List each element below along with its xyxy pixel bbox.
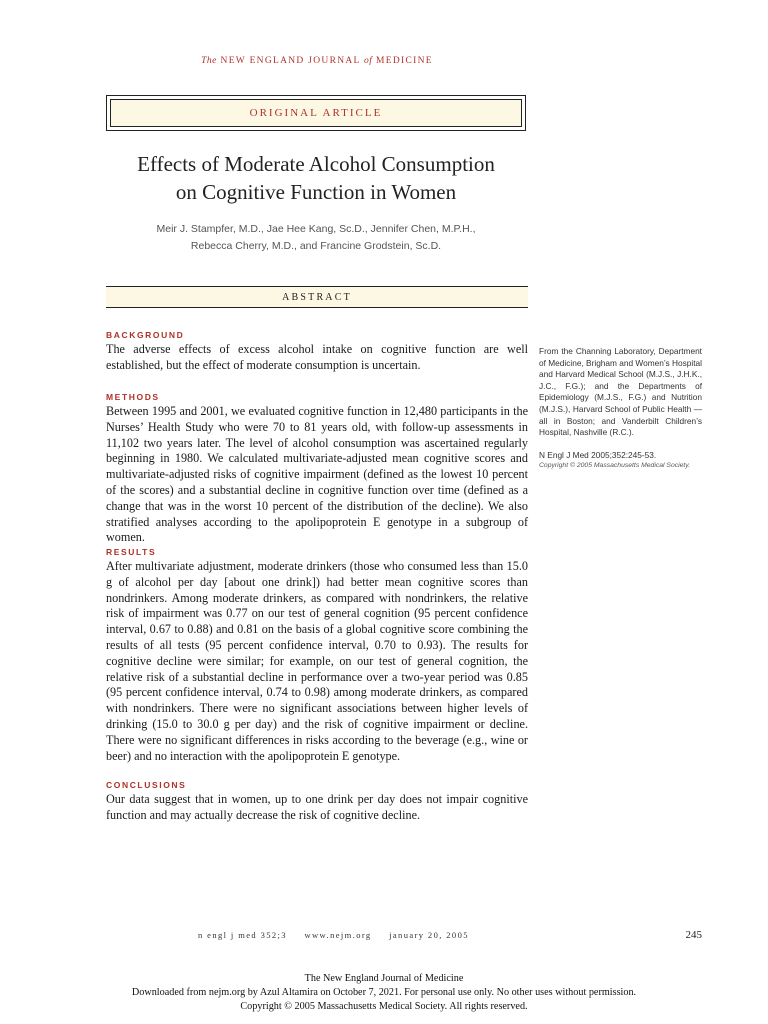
article-title-line-1: Effects of Moderate Alcohol Consumption <box>137 152 495 176</box>
affiliation-note: From the Channing Laboratory, Department of Medicine, Brigham and Women’s Hospital and Harvard Medical School (M.J.S., J.H.K., J.C., F.G.); and the Departments of Epidemiology (M.J.S., F.G.) and Nutrition (M.J.S.), Harvard School of Public Health — all in Boston; and Vanderbilt Children’s Hospital, Nashville (R.C.). <box>539 346 702 438</box>
article-title-line-2: on Cognitive Function in Women <box>175 180 457 204</box>
results-text: After multivariate adjustment, moderate drinkers (those who consumed less than 15.0 g of alcohol per day [about one drink]) had better mean cognitive scores than nondrinkers. Among moderate drinkers, as compared with nondrinkers, the relative risk of impairment was 0.77 on our test of general cognition (95 percent confidence interval, 0.67 to 0.88) and 0.81 on the basis of a global cognitive score combining the results of all tests (95 percent confidence interval, 0.70 to 0.93). The results for cognitive decline were similar; for example, on our test of general cognition, the relative risk of a substantial decline in performance over a two-year period was 0.85 (95 percent confidence interval, 0.74 to 0.98) among moderate drinkers, as compared with nondrinkers. There were no significant associations between higher levels of drinking (15.0 to 30.0 g per day) and the risk of cognitive impairment or decline. There were no significant differences in risks according to the beverage (e.g., wine or beer) and no interaction with the apolipoprotein E genotype. <box>106 559 528 763</box>
side-copyright: Copyright © 2005 Massachusetts Medical Society. <box>539 462 691 469</box>
download-copyright: Copyright © 2005 Massachusetts Medical Society. All rights reserved. <box>240 1001 528 1012</box>
download-info: Downloaded from nejm.org by Azul Altamira on October 7, 2021. For personal use only. No other uses without permission. <box>131 987 637 998</box>
author-line-1: Meir J. Stampfer, M.D., Jae Hee Kang, Sc.D., Jennifer Chen, M.P.H., <box>156 223 476 235</box>
article-title <box>106 150 526 206</box>
abstract-label: ABSTRACT <box>282 291 352 303</box>
author-line-2: Rebecca Cherry, M.D., and Francine Grodstein, Sc.D. <box>190 240 442 252</box>
download-notice <box>0 972 768 1014</box>
journal-header-name-1: NEW ENGLAND JOURNAL <box>220 56 361 66</box>
background-heading: BACKGROUND <box>106 330 185 340</box>
conclusions-heading: CONCLUSIONS <box>106 780 187 790</box>
download-journal: The New England Journal of Medicine <box>304 973 464 984</box>
abstract-bar <box>106 286 528 308</box>
results-heading: RESULTS <box>106 547 157 557</box>
article-type-inner <box>110 99 522 127</box>
article-type-label: ORIGINAL ARTICLE <box>249 107 383 119</box>
journal-header-of: of <box>363 56 373 66</box>
running-footer <box>198 930 483 940</box>
journal-header-name-2: MEDICINE <box>376 56 433 66</box>
footer-url: www.nejm.org <box>304 930 372 940</box>
footer-date: january 20, 2005 <box>389 930 469 940</box>
page-number: 245 <box>685 929 702 941</box>
journal-header <box>0 56 634 66</box>
methods-heading: METHODS <box>106 392 160 402</box>
footer-volume: n engl j med 352;3 <box>198 930 287 940</box>
journal-header-the: The <box>201 56 217 66</box>
citation: N Engl J Med 2005;352:245-53. <box>539 450 657 460</box>
background-text: The adverse effects of excess alcohol intake on cognitive function are well established, but the effect of moderate consumption is uncertain. <box>106 342 528 372</box>
article-type-box <box>106 95 526 131</box>
methods-text: Between 1995 and 2001, we evaluated cognitive function in 12,480 participants in the Nurses’ Health Study who were 70 to 81 years old, with follow-up assessments in 11,102 two years later. The level of alcohol consumption was ascertained regularly beginning in 1980. We calculated multivariate-adjusted mean cognitive scores and multivariate-adjusted risks of cognitive impairment (defined as the lowest 10 percent of the scores) and a substantial decline in cognitive function over time (defined as a change that was in the worst 10 percent of the distribution of the decline). We also stratified analyses according to the apolipoprotein E genotype in a subgroup of women. <box>106 404 528 545</box>
author-list <box>106 221 526 255</box>
conclusions-text: Our data suggest that in women, up to one drink per day does not impair cognitive function and may actually decrease the risk of cognitive decline. <box>106 792 528 822</box>
